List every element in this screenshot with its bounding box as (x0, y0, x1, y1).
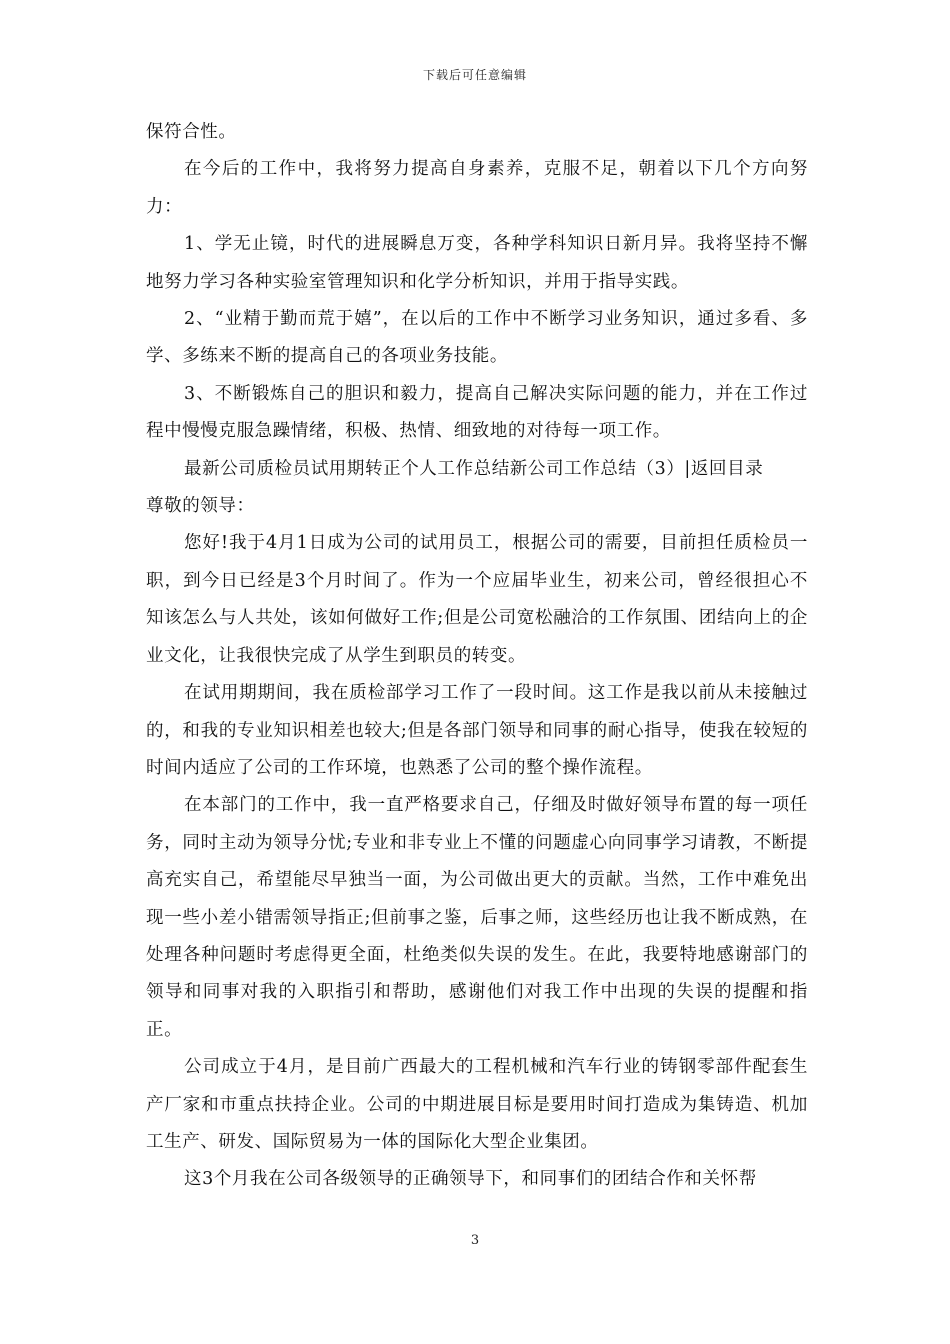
paragraph: 您好!我于4月1日成为公司的试用员工，根据公司的需要，目前担任质检员一职，到今日已经是3个月时间了。作为一个应届毕业生，初来公司，曾经很担心不知该怎么与人共处，该如何做好工作;但是公司宽松融洽的工作氛围、团结向上的企业文化，让我很快完成了从学生到职员的转变。 (146, 533, 808, 666)
paragraph: 这3个月我在公司各级领导的正确领导下，和同事们的团结合作和关怀帮 (184, 1169, 757, 1190)
salutation: 尊敬的领导： (146, 496, 255, 517)
paragraph: 在试用期期间，我在质检部学习工作了一段时间。这工作是我以前从未接触过的，和我的专业知识相差也较大;但是各部门领导和同事的耐心指导，使我在较短的时间内适应了公司的工作环境，也熟悉了公司的整个操作流程。 (146, 683, 808, 778)
paragraph: 公司成立于4月，是目前广西最大的工程机械和汽车行业的铸钢零部件配套生产厂家和市重点扶持企业。公司的中期进展目标是要用时间打造成为集铸造、机加工生产、研发、国际贸易为一体的国际化大型企业集团。 (146, 1057, 808, 1152)
list-item: 3、不断锻炼自己的胆识和毅力，提高自己解决实际问题的能力，并在工作过程中慢慢克服急躁情绪，积极、热情、细致地的对待每一项工作。 (146, 383, 808, 442)
document-body (146, 114, 808, 1199)
list-item: 1、学无止镜，时代的进展瞬息万变，各种学科知识日新月异。我将坚持不懈地努力学习各种实验室管理知识和化学分析知识，并用于指导实践。 (146, 234, 808, 292)
section-heading: 最新公司质检员试用期转正个人工作总结新公司工作总结（3）|返回目录 (184, 458, 764, 479)
list-item: 2、“业精于勤而荒于嬉”，在以后的工作中不断学习业务知识，通过多看、多学、多练来不断的提高自己的各项业务技能。 (146, 309, 808, 367)
paragraph: 保符合性。 (146, 122, 237, 142)
page-number: 3 (470, 1233, 480, 1248)
paragraph: 在今后的工作中，我将努力提高自身素养，克服不足，朝着以下几个方向努力： (146, 159, 808, 217)
paragraph: 在本部门的工作中，我一直严格要求自己，仔细及时做好领导布置的每一项任务，同时主动为领导分忧;专业和非专业上不懂的问题虚心向同事学习请教，不断提高充实自己，希望能尽早独当一面，为公司做出更大的贡献。当然，工作中难免出现一些小差小错需领导指正;但前事之鉴，后事之师，这些经历也让我不断成熟，在处理各种问题时考虑得更全面，杜绝类似失误的发生。在此，我要特地感谢部门的领导和同事对我的入职指引和帮助，感谢他们对我工作中出现的失误的提醒和指正。 (146, 795, 808, 1040)
page-header: 下载后可任意编辑 (422, 68, 527, 82)
